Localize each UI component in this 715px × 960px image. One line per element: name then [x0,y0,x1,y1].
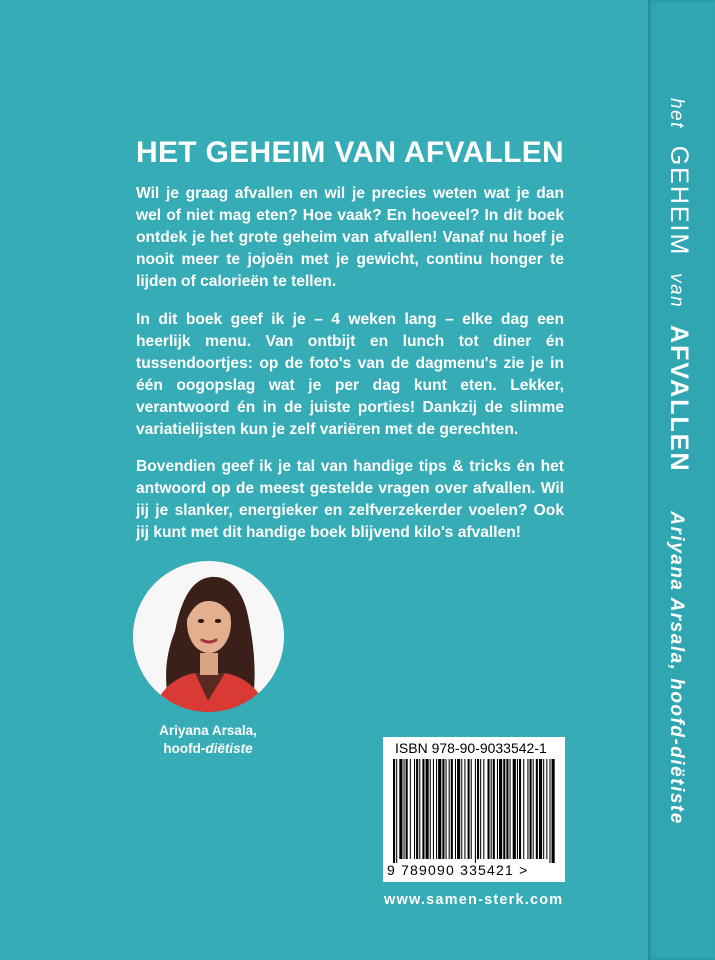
publisher-website: www.samen-sterk.com [384,892,564,908]
barcode-bar [546,759,547,859]
barcode-bar [396,759,397,863]
blurb-paragraph-2: In dit boek geef ik je – 4 weken lang – elke dag een heerlijk menu. Van ontbijt en lunch tot diner én tussendoortjes: op de foto's van de dagmenu's zie je in één oogopslag wat je per dag kunt eten. Lekker, verantwoord én in de juiste porties! Dankzij de slimme variatielijsten kun je zelf variëren met de gerechten. [136,311,564,438]
author-role-title: diëtiste [205,741,253,756]
barcode-bar [449,759,450,859]
barcode-bar [433,759,434,859]
author-role [133,740,283,758]
barcode-bar [536,759,538,859]
barcode-bar [471,759,472,859]
barcode-bar [539,759,542,859]
barcode-bar [416,759,418,859]
barcode-bar [530,759,532,859]
author-role-prefix: hoofd- [163,741,206,756]
barcode-bar [419,759,420,859]
barcode-bar [457,759,460,859]
spine-title [664,98,693,825]
barcode-bars [383,737,565,882]
author-caption [133,722,283,758]
barcode-bar [438,759,441,859]
barcode-bar [503,759,505,859]
barcode-bar [491,759,492,859]
book-title: HET GEHEIM VAN AFVALLEN [136,136,565,169]
barcode-bar [549,759,550,863]
barcode-bar [461,759,462,859]
barcode-bar [506,759,508,859]
spine-connector: van [666,273,687,309]
barcode-bar [442,759,444,859]
spine-word-geheim: GEHEIM [665,145,693,257]
barcode-bar [519,759,521,859]
barcode-bar [483,759,484,859]
barcode-bar [497,759,498,859]
barcode-bar [527,759,528,859]
author-portrait-icon [133,561,284,712]
blurb-paragraph-3: Bovendien geef ik je tal van handige tips & tricks én het antwoord op de meest gestelde vragen over afvallen. Wil jij je slanker, energieker en zelfverzekerder voelen? Ook jij kunt met dit handige boek blijvend kilo's afvallen! [136,458,564,541]
barcode-bar [477,759,479,859]
barcode-bar [533,759,534,859]
isbn-number: ISBN 978-90-9033542-1 [395,740,547,756]
spine-author: Ariyana Arsala, hoofd-diëtiste [666,511,687,825]
barcode-bar [513,759,516,859]
barcode-bar [436,759,437,859]
barcode-bar [455,759,456,859]
barcode-bar [406,759,408,859]
barcode-bar [510,759,511,859]
barcode-bar [426,759,429,859]
barcode-bar [475,759,476,863]
barcode-bar [464,759,465,859]
spine-word-afvallen: AFVALLEN [665,325,693,473]
barcode-bar [480,759,481,859]
author-photo [133,561,284,712]
blurb-paragraph-1: Wil je graag afvallen en wil je precies weten wat je dan wel of niet mag eten? Hoe vaak? En hoeveel? In dit boek ontdek je het grote geheim van afvallen! Vanaf nu hoef je nooit meer te jojoën met je gewicht, continu honger te lijden of calorieën te tellen. [136,185,564,290]
spine-prefix: het [666,98,687,129]
barcode-bar [393,759,395,863]
barcode-bar [446,759,447,859]
barcode-bar [399,759,402,859]
barcode-bar [404,759,405,859]
barcode-bar [468,759,470,859]
barcode-bar [543,759,544,859]
barcode-digits: 9 789090 335421 > [387,862,529,878]
barcode-bar [499,759,502,859]
barcode-bar [414,759,415,859]
author-name: Ariyana Arsala, [159,723,257,738]
barcode-bar [422,759,424,859]
barcode-bar [430,759,431,859]
barcode-bar [493,759,495,859]
barcode-bar [451,759,453,859]
barcode-bar [552,759,555,863]
barcode-bar [523,759,524,859]
isbn-barcode [383,737,565,882]
barcode-bar [488,759,490,859]
barcode-bar [517,759,518,859]
barcode-bar [410,759,411,859]
